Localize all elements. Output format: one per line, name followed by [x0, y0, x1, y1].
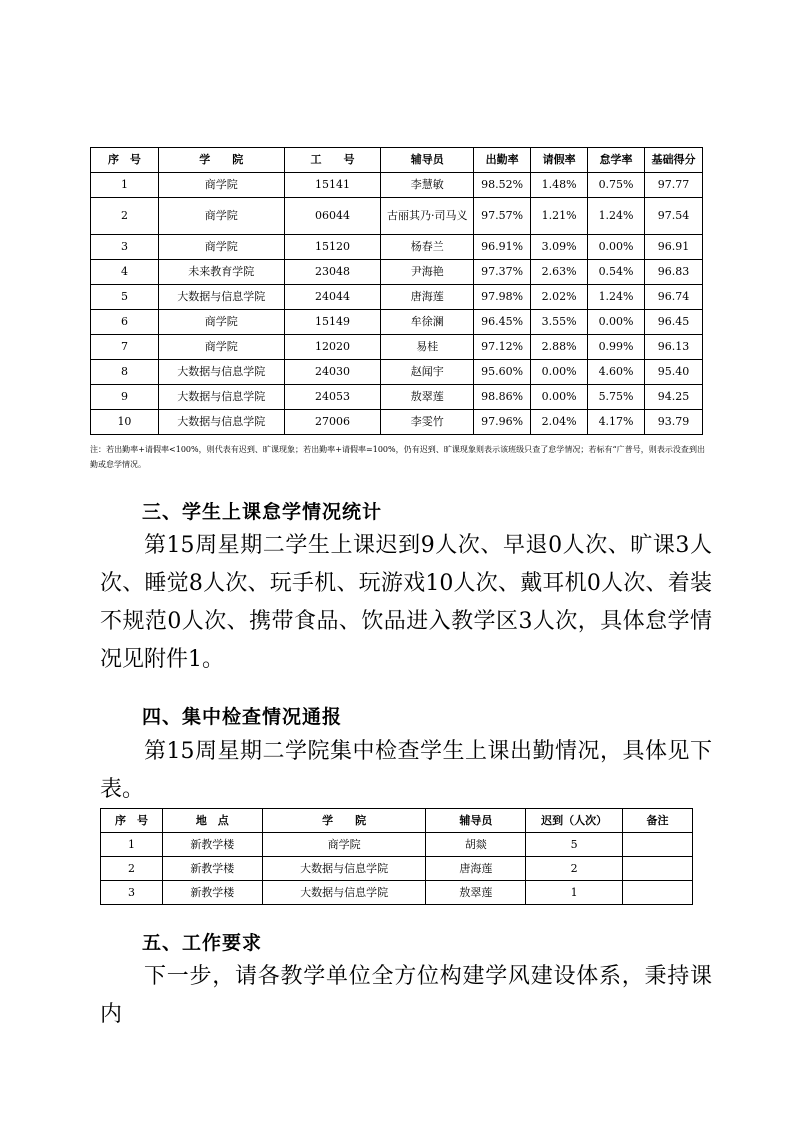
table-header-row — [101, 809, 693, 833]
table-cell: 0.00% — [531, 360, 588, 385]
table-cell: 0.00% — [588, 310, 645, 335]
table-cell: 敖翠莲 — [426, 881, 526, 905]
table-cell: 古丽其乃·司马义 — [381, 198, 474, 235]
table-row — [91, 310, 703, 335]
table-cell: 1.24% — [588, 198, 645, 235]
col-header: 辅导员 — [381, 148, 474, 173]
table-row — [91, 410, 703, 435]
table-cell: 新教学楼 — [162, 857, 262, 881]
table-cell: 杨春兰 — [381, 235, 474, 260]
table-cell: 98.52% — [474, 173, 531, 198]
col-header: 工 号 — [284, 148, 381, 173]
col-header: 迟到（人次） — [526, 809, 623, 833]
table-cell: 5 — [526, 833, 623, 857]
table-cell: 新教学楼 — [162, 881, 262, 905]
table-cell: 1.24% — [588, 285, 645, 310]
table-cell: 大数据与信息学院 — [158, 285, 284, 310]
table-cell: 1 — [91, 173, 159, 198]
table-cell: 95.40 — [645, 360, 703, 385]
table-cell: 97.54 — [645, 198, 703, 235]
table-cell: 96.83 — [645, 260, 703, 285]
table-cell: 4 — [91, 260, 159, 285]
col-header: 请假率 — [531, 148, 588, 173]
table-cell: 24044 — [284, 285, 381, 310]
table-cell: 93.79 — [645, 410, 703, 435]
table-cell: 商学院 — [158, 335, 284, 360]
col-header: 出勤率 — [474, 148, 531, 173]
table-cell: 大数据与信息学院 — [158, 410, 284, 435]
table-cell: 唐海莲 — [426, 857, 526, 881]
table-cell: 3 — [101, 881, 163, 905]
table-row — [91, 235, 703, 260]
table-cell: 10 — [91, 410, 159, 435]
table-cell: 0.00% — [531, 385, 588, 410]
table-cell: 1 — [101, 833, 163, 857]
table-cell: 97.96% — [474, 410, 531, 435]
table-cell: 24053 — [284, 385, 381, 410]
table-row — [91, 260, 703, 285]
table-cell: 3 — [91, 235, 159, 260]
table-cell: 96.91% — [474, 235, 531, 260]
table-cell: 15149 — [284, 310, 381, 335]
inspection-table — [100, 808, 693, 905]
table-cell: 97.12% — [474, 335, 531, 360]
table-cell: 8 — [91, 360, 159, 385]
col-header: 序 号 — [91, 148, 159, 173]
table-cell: 97.98% — [474, 285, 531, 310]
table-cell: 0.00% — [588, 235, 645, 260]
table-cell: 未来教育学院 — [158, 260, 284, 285]
table-cell: 9 — [91, 385, 159, 410]
table-cell: 李雯竹 — [381, 410, 474, 435]
table-cell: 胡燚 — [426, 833, 526, 857]
col-header: 序 号 — [101, 809, 163, 833]
attendance-ranking-table — [90, 147, 703, 435]
table-cell — [623, 881, 693, 905]
table-cell: 大数据与信息学院 — [158, 385, 284, 410]
table-cell: 23048 — [284, 260, 381, 285]
section-heading: 四、集中检查情况通报 — [142, 706, 343, 728]
col-header: 学 院 — [158, 148, 284, 173]
table-cell: 敖翠莲 — [381, 385, 474, 410]
table-cell: 易桂 — [381, 335, 474, 360]
table-cell: 2 — [526, 857, 623, 881]
table-cell: 尹海艳 — [381, 260, 474, 285]
table-cell: 唐海莲 — [381, 285, 474, 310]
table-cell: 5 — [91, 285, 159, 310]
table-cell: 商学院 — [158, 310, 284, 335]
col-header: 备注 — [623, 809, 693, 833]
table-row — [101, 833, 693, 857]
table-cell — [623, 833, 693, 857]
section-heading: 三、学生上课怠学情况统计 — [142, 501, 383, 523]
section-paragraph: 下一步，请各教学单位全方位构建学风建设体系，秉持课内 — [100, 964, 712, 1027]
table-note: 注：若出勤率+请假率<100%，则代表有迟到、旷课现象；若出勤率+请假率=100%，仍有迟到、旷课现象则表示该班级只查了怠学情况；若标有“广普号，则表示没查到出勤或怠学情况。 — [90, 445, 705, 469]
table-row — [91, 335, 703, 360]
table-row — [91, 360, 703, 385]
table-cell: 5.75% — [588, 385, 645, 410]
table-header-row — [91, 148, 703, 173]
table-cell: 27006 — [284, 410, 381, 435]
table-cell — [623, 857, 693, 881]
table-cell: 12020 — [284, 335, 381, 360]
table-cell: 2.04% — [531, 410, 588, 435]
table-cell: 96.45% — [474, 310, 531, 335]
col-header: 辅导员 — [426, 809, 526, 833]
table-row — [101, 857, 693, 881]
table-cell: 商学院 — [158, 235, 284, 260]
table-cell: 4.60% — [588, 360, 645, 385]
table-cell: 06044 — [284, 198, 381, 235]
table-cell: 24030 — [284, 360, 381, 385]
table-cell: 1.48% — [531, 173, 588, 198]
table-cell: 1 — [526, 881, 623, 905]
table-cell: 0.75% — [588, 173, 645, 198]
table-cell: 96.45 — [645, 310, 703, 335]
table-row — [91, 198, 703, 235]
table-row — [91, 385, 703, 410]
table-cell: 赵闻宇 — [381, 360, 474, 385]
col-header: 地 点 — [162, 809, 262, 833]
table-row — [91, 285, 703, 310]
section-heading: 五、工作要求 — [142, 932, 263, 954]
table-cell: 商学院 — [158, 173, 284, 198]
table-cell: 94.25 — [645, 385, 703, 410]
table-cell: 商学院 — [158, 198, 284, 235]
table-cell: 95.60% — [474, 360, 531, 385]
table-cell: 98.86% — [474, 385, 531, 410]
table-cell: 96.91 — [645, 235, 703, 260]
table-cell: 15141 — [284, 173, 381, 198]
table-cell: 商学院 — [262, 833, 426, 857]
table-cell: 97.57% — [474, 198, 531, 235]
col-header: 怠学率 — [588, 148, 645, 173]
table-cell: 0.54% — [588, 260, 645, 285]
table-cell: 大数据与信息学院 — [262, 881, 426, 905]
table-row — [101, 881, 693, 905]
table-cell: 2.02% — [531, 285, 588, 310]
table-cell: 96.74 — [645, 285, 703, 310]
table-cell: 97.37% — [474, 260, 531, 285]
table-cell: 3.09% — [531, 235, 588, 260]
table-cell: 李慧敏 — [381, 173, 474, 198]
table-cell: 97.77 — [645, 173, 703, 198]
section-paragraph: 第15周星期二学生上课迟到9人次、早退0人次、旷课3人次、睡觉8人次、玩手机、玩游戏10人次、戴耳机0人次、着装不规范0人次、携带食品、饮品进入教学区3人次，具体怠学情况见附件1。 — [100, 533, 712, 672]
table-row — [91, 173, 703, 198]
table-cell: 7 — [91, 335, 159, 360]
table-cell: 2 — [91, 198, 159, 235]
table-cell: 1.21% — [531, 198, 588, 235]
table-cell: 15120 — [284, 235, 381, 260]
table-cell: 2 — [101, 857, 163, 881]
table-cell: 2.63% — [531, 260, 588, 285]
table-cell: 大数据与信息学院 — [158, 360, 284, 385]
table-cell: 96.13 — [645, 335, 703, 360]
table-cell: 6 — [91, 310, 159, 335]
table-cell: 2.88% — [531, 335, 588, 360]
table-cell: 4.17% — [588, 410, 645, 435]
table-cell: 3.55% — [531, 310, 588, 335]
col-header: 学 院 — [262, 809, 426, 833]
table-cell: 牟徐澜 — [381, 310, 474, 335]
table-cell: 新教学楼 — [162, 833, 262, 857]
section-paragraph: 第15周星期二学院集中检查学生上课出勤情况，具体见下表。 — [100, 739, 712, 802]
col-header: 基础得分 — [645, 148, 703, 173]
table-cell: 大数据与信息学院 — [262, 857, 426, 881]
table-cell: 0.99% — [588, 335, 645, 360]
